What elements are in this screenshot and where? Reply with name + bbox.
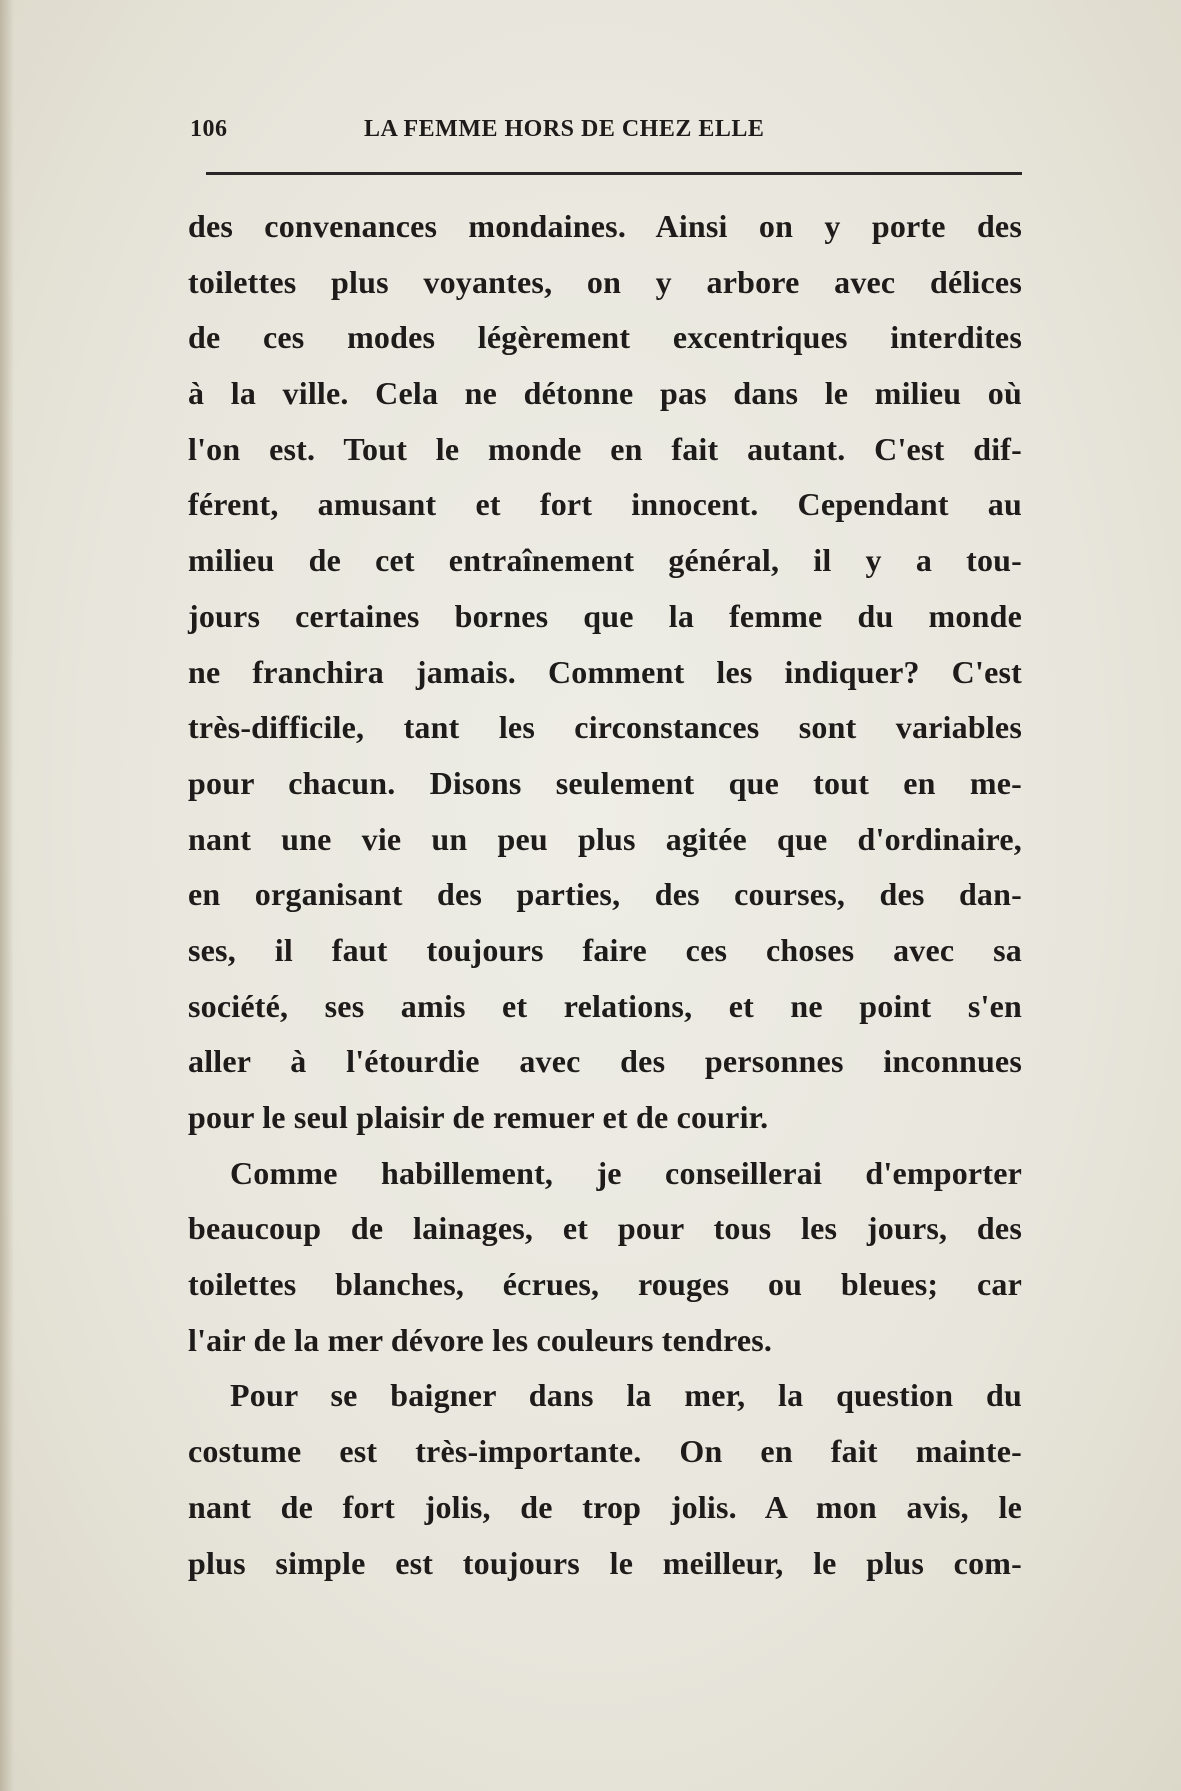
- running-header: [190, 116, 1022, 152]
- text-line: toilettes plus voyantes, on y arbore avec délices: [188, 263, 1022, 300]
- text-line: nant une vie un peu plus agitée que d'ordinaire,: [188, 820, 1022, 857]
- paragraph-start-line: Pour se baigner dans la mer, la question du: [230, 1377, 1022, 1414]
- text-line: en organisant des parties, des courses, des dan-: [188, 876, 1022, 913]
- paragraph-start-line: Comme habillement, je conseillerai d'emporter: [230, 1154, 1022, 1191]
- text-line: jours certaines bornes que la femme du monde: [188, 597, 1022, 634]
- header-rule: [206, 172, 1022, 175]
- page-edge: [0, 0, 14, 1791]
- text-line: nant de fort jolis, de trop jolis. A mon avis, le: [188, 1488, 1022, 1525]
- text-line: pour le seul plaisir de remuer et de courir.: [188, 1099, 769, 1135]
- page-number: 106: [190, 116, 228, 142]
- text-line: société, ses amis et relations, et ne point s'en: [188, 987, 1022, 1024]
- text-line: de ces modes légèrement excentriques interdites: [188, 319, 1022, 356]
- text-line: pour chacun. Disons seulement que tout en me-: [188, 764, 1022, 801]
- text-line: l'air de la mer dévore les couleurs tendres.: [188, 1321, 773, 1358]
- text-line: ne franchira jamais. Comment les indiquer? C'est: [188, 653, 1022, 690]
- text-line: très-difficile, tant les circonstances sont variables: [188, 709, 1022, 746]
- running-title: LA FEMME HORS DE CHEZ ELLE: [364, 116, 765, 142]
- text-line: costume est très-importante. On en fait mainte-: [188, 1433, 1022, 1470]
- text-line: plus simple est toujours le meilleur, le plus com-: [188, 1544, 1022, 1581]
- text-line: des convenances mondaines. Ainsi on y porte des: [188, 208, 1022, 244]
- body-text: [188, 202, 1022, 1594]
- text-line: milieu de cet entraînement général, il y a tou-: [188, 542, 1022, 579]
- text-line: l'on est. Tout le monde en fait autant. C'est dif-: [188, 430, 1022, 467]
- text-line: toilettes blanches, écrues, rouges ou bleues; car: [188, 1266, 1022, 1303]
- text-line: beaucoup de lainages, et pour tous les jours, des: [188, 1210, 1022, 1247]
- text-line: à la ville. Cela ne détonne pas dans le milieu où: [188, 375, 1022, 412]
- text-line: férent, amusant et fort innocent. Cependant au: [188, 486, 1022, 523]
- text-line: aller à l'étourdie avec des personnes inconnues: [188, 1043, 1022, 1080]
- text-line: ses, il faut toujours faire ces choses avec sa: [188, 931, 1022, 968]
